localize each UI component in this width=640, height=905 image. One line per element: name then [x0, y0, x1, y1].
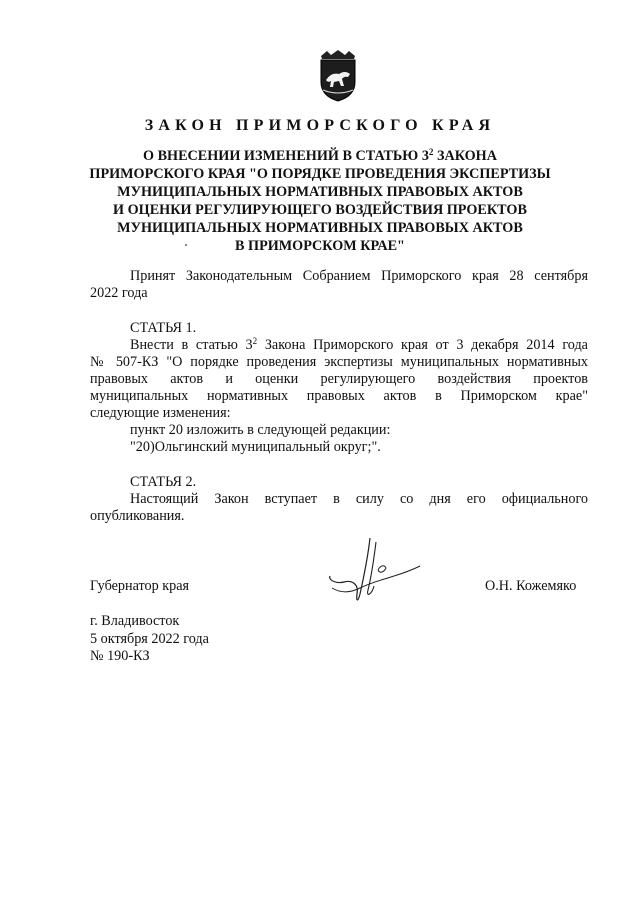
- adoption-line-1: Принят Законодательным Собранием Приморского края 28 сентября: [130, 268, 588, 284]
- heading-line-2: ПРИМОРСКОГО КРАЯ "О ПОРЯДКЕ ПРОВЕДЕНИЯ ЭКСПЕРТИЗЫ: [89, 166, 551, 182]
- coat-of-arms-emblem: [317, 50, 359, 102]
- article-2-body: [90, 491, 588, 525]
- heading-line-5: МУНИЦИПАЛЬНЫХ НОРМАТИВНЫХ ПРАВОВЫХ АКТОВ: [117, 220, 523, 236]
- article-1-line-3: правовых актов и оценки регулирующего воздействия проектов: [90, 371, 588, 387]
- heading-line-4: И ОЦЕНКИ РЕГУЛИРУЮЩЕГО ВОЗДЕЙСТВИЯ ПРОЕКТОВ: [113, 202, 527, 218]
- article-1-heading: [90, 320, 588, 337]
- city: г. Владивосток: [90, 613, 180, 629]
- heading-superscript: 2: [428, 147, 434, 157]
- article-1-line-6: пункт 20 изложить в следующей редакции:: [130, 422, 391, 438]
- article-1-line-1: [90, 337, 588, 354]
- place-and-date: [90, 613, 209, 666]
- article-1-superscript: 2: [252, 336, 258, 346]
- law-number: № 190-КЗ: [90, 648, 150, 664]
- heading-line-6: В ПРИМОРСКОМ КРАЕ": [235, 238, 405, 254]
- handwritten-signature: [322, 536, 422, 608]
- article-1-heading-text: СТАТЬЯ 1.: [130, 320, 197, 336]
- article-1-line-1-text: Внести в статью 3: [130, 337, 253, 353]
- article-1-line-2: № 507-КЗ "О порядке проведения экспертизы муниципальных нормативных: [90, 354, 588, 370]
- heading-line-1-end: ЗАКОНА: [433, 148, 497, 164]
- law-heading: [60, 147, 580, 255]
- article-1-line-4: муниципальных нормативных правовых актов в Приморском крае": [90, 388, 588, 404]
- heading-line-1: [60, 147, 580, 165]
- article-2-heading-text: СТАТЬЯ 2.: [130, 474, 197, 490]
- article-2-heading: [90, 474, 588, 491]
- article-1-line-1-end: Закона Приморского края от 3 декабря 2014 года: [257, 337, 588, 353]
- heading-line-1-text: О ВНЕСЕНИИ ИЗМЕНЕНИЙ В СТАТЬЮ 3: [143, 148, 429, 164]
- governor-name: О.Н. Кожемяко: [485, 578, 577, 594]
- governor-title: Губернатор края: [90, 578, 190, 594]
- adoption-line-2: 2022 года: [90, 285, 148, 301]
- law-title: ЗАКОН ПРИМОРСКОГО КРАЯ: [144, 117, 496, 134]
- article-2-line-2: опубликования.: [90, 508, 185, 524]
- heading-line-3: МУНИЦИПАЛЬНЫХ НОРМАТИВНЫХ ПРАВОВЫХ АКТОВ: [117, 184, 523, 200]
- article-1-line-5: следующие изменения:: [90, 405, 231, 421]
- article-1-line-7: "20)Ольгинский муниципальный округ;".: [130, 439, 381, 455]
- scan-speck: [185, 244, 187, 246]
- adoption-paragraph: [90, 268, 588, 302]
- article-1-body: [90, 337, 588, 456]
- article-2-line-1: Настоящий Закон вступает в силу со дня его официального: [130, 491, 588, 507]
- signing-date: 5 октября 2022 года: [90, 630, 209, 647]
